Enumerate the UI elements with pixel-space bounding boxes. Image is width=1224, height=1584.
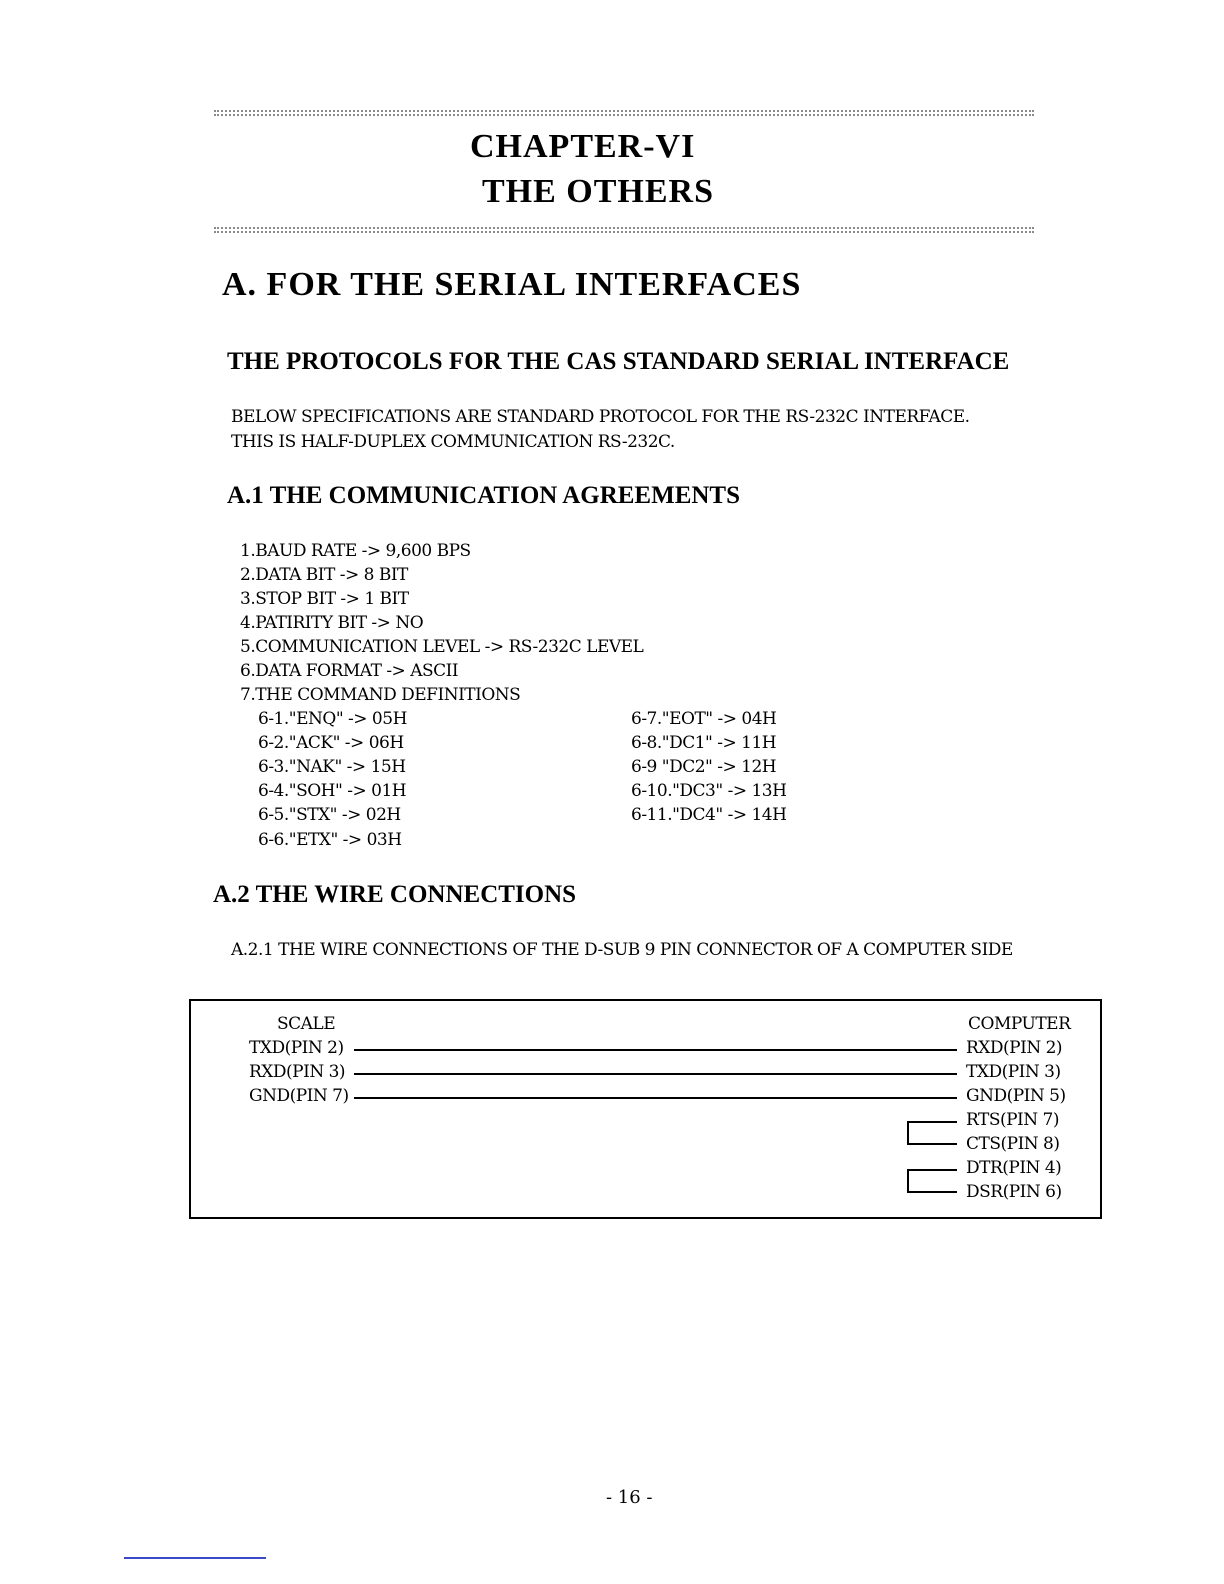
a2-subheading: A.2.1 THE WIRE CONNECTIONS OF THE D-SUB 9 PIN CONNECTOR OF A COMPUTER SIDE (231, 940, 1013, 960)
page-number: - 16 - (606, 1487, 653, 1508)
agreement-item: 2.DATA BIT -> 8 BIT (240, 565, 408, 585)
intro-line: BELOW SPECIFICATIONS ARE STANDARD PROTOCOL FOR THE RS-232C INTERFACE. (231, 407, 970, 427)
agreement-item: 1.BAUD RATE -> 9,600 BPS (240, 541, 471, 561)
wiring-diagram (189, 999, 1102, 1219)
command-definition: 6-11."DC4" -> 14H (631, 805, 787, 825)
protocol-heading: THE PROTOCOLS FOR THE CAS STANDARD SERIAL INTERFACE (227, 348, 1010, 375)
agreement-item: 5.COMMUNICATION LEVEL -> RS-232C LEVEL (240, 637, 644, 657)
a1-heading: A.1 THE COMMUNICATION AGREEMENTS (227, 482, 741, 509)
wire-gnd-gnd (354, 1097, 957, 1099)
agreement-item: 7.THE COMMAND DEFINITIONS (240, 685, 521, 705)
chapter-title: CHAPTER-VI (470, 128, 696, 165)
computer-pin: CTS(PIN 8) (966, 1134, 1060, 1154)
bottom-divider (214, 227, 1034, 233)
chapter-subtitle: THE OTHERS (482, 173, 715, 210)
loopback-rts-cts (907, 1121, 957, 1145)
command-definition: 6-6."ETX" -> 03H (258, 830, 402, 850)
wire-txd-rxd (354, 1049, 957, 1051)
agreement-item: 4.PATIRITY BIT -> NO (240, 613, 424, 633)
intro-line: THIS IS HALF-DUPLEX COMMUNICATION RS-232C. (231, 432, 675, 452)
computer-pin: DTR(PIN 4) (966, 1158, 1062, 1178)
command-definition: 6-7."EOT" -> 04H (631, 709, 777, 729)
computer-title: COMPUTER (968, 1014, 1071, 1034)
command-definition: 6-10."DC3" -> 13H (631, 781, 787, 801)
wire-rxd-txd (354, 1073, 957, 1075)
scale-title: SCALE (277, 1014, 336, 1034)
agreement-item: 6.DATA FORMAT -> ASCII (240, 661, 459, 681)
scale-pin: RXD(PIN 3) (249, 1062, 346, 1082)
loopback-dtr-dsr (907, 1169, 957, 1193)
computer-pin: TXD(PIN 3) (966, 1062, 1061, 1082)
section-heading: A. FOR THE SERIAL INTERFACES (222, 266, 802, 303)
command-definition: 6-9 "DC2" -> 12H (631, 757, 777, 777)
computer-pin: RXD(PIN 2) (966, 1038, 1063, 1058)
scale-pin: TXD(PIN 2) (249, 1038, 344, 1058)
scale-pin: GND(PIN 7) (249, 1086, 349, 1106)
a2-heading: A.2 THE WIRE CONNECTIONS (213, 881, 577, 908)
computer-pin: RTS(PIN 7) (966, 1110, 1059, 1130)
command-definition: 6-3."NAK" -> 15H (258, 757, 406, 777)
command-definition: 6-1."ENQ" -> 05H (258, 709, 407, 729)
agreement-item: 3.STOP BIT -> 1 BIT (240, 589, 409, 609)
computer-pin: DSR(PIN 6) (966, 1182, 1062, 1202)
command-definition: 6-8."DC1" -> 11H (631, 733, 777, 753)
computer-pin: GND(PIN 5) (966, 1086, 1066, 1106)
command-definition: 6-2."ACK" -> 06H (258, 733, 404, 753)
command-definition: 6-4."SOH" -> 01H (258, 781, 407, 801)
top-divider (214, 110, 1034, 116)
command-definition: 6-5."STX" -> 02H (258, 805, 401, 825)
footer-rule (124, 1557, 266, 1559)
